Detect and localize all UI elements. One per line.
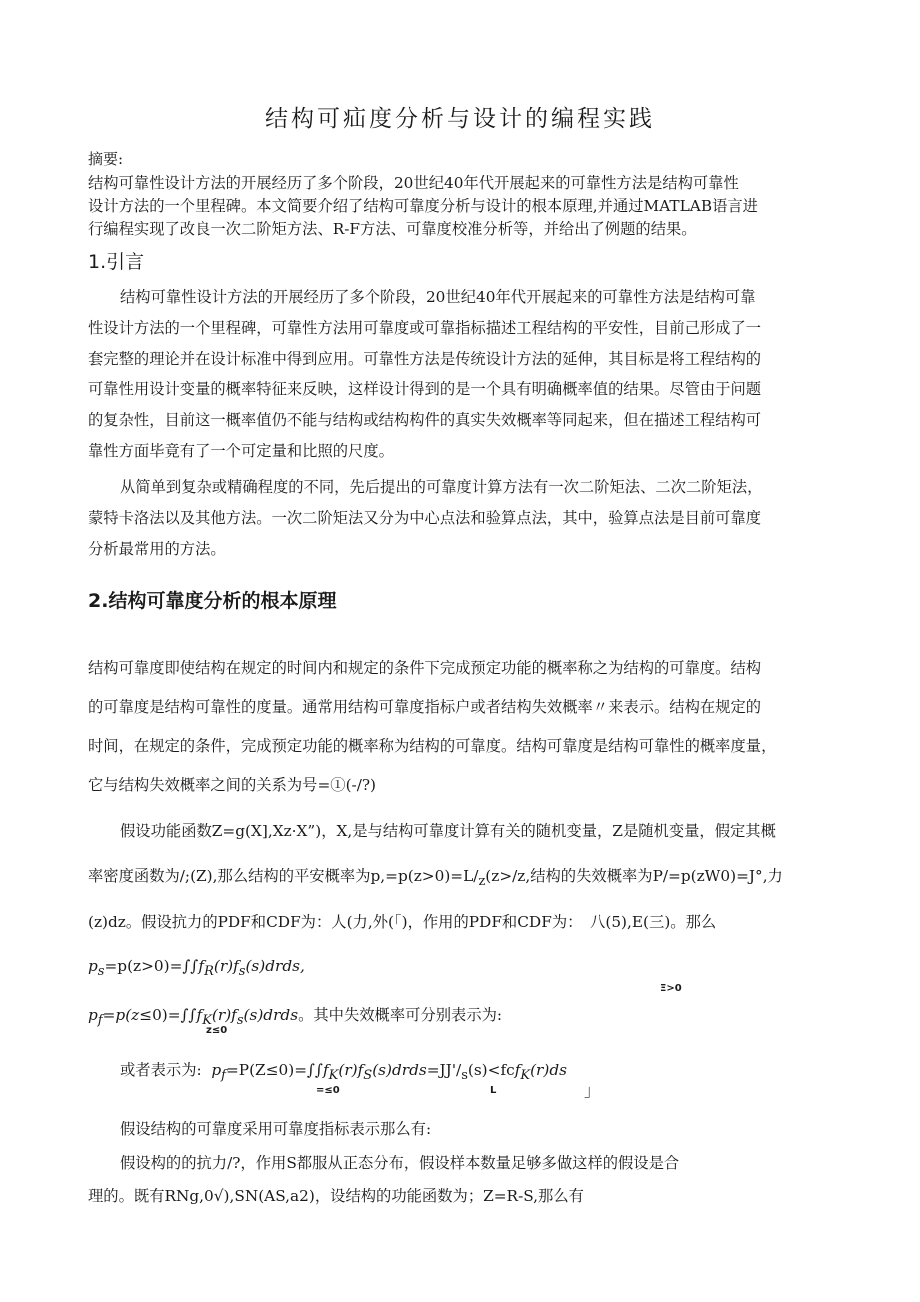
eq-text: 。其中失效概率可分别表示为:	[298, 1006, 503, 1024]
eq-sub: s	[97, 964, 105, 980]
section1-line: 套完整的理论并在设计标准中得到应用。可靠性方法是传统设计方法的延伸，其目标是将工程结构的	[88, 350, 762, 368]
eq-text: (s)drds	[243, 1006, 299, 1024]
section2-line-sub: z	[478, 874, 486, 890]
section2-line: 假设构的的抗力/?，作用S都服从正态分布，假设样本数量足够多做这样的假设是合	[120, 1154, 680, 1172]
eq-text: (r)	[213, 957, 234, 975]
document-title: 结构可疝度分析与设计的编程实践	[265, 106, 655, 132]
eq-sub: S	[363, 1068, 373, 1084]
section2-heading: 2.结构可靠度分析的根本原理	[88, 590, 337, 612]
eq-text: (r)	[211, 1006, 232, 1024]
equation-failure-alt	[120, 1058, 567, 1083]
eq-symbol: f	[231, 1006, 237, 1024]
eq-sub: f	[97, 1013, 103, 1029]
eq-sub: K	[328, 1068, 339, 1084]
section2-line-part: (z>/z,结构的失效概率为P/=p(zW0)=J°,力	[485, 867, 783, 885]
section1-line: 从简单到复杂或精确程度的不同，先后提出的可靠度计算方法有一次二阶矩法、二次二阶矩法，	[120, 478, 763, 496]
abstract-line: 结构可靠性设计方法的开展经历了多个阶段，20世纪40年代开展起来的可靠性方法是结构可靠性	[88, 174, 739, 192]
eq-sub: R	[204, 964, 214, 980]
eq2-condition: z≤0	[206, 1025, 228, 1036]
equation-failure	[88, 1003, 502, 1028]
eq-text: (s)drds,	[245, 957, 305, 975]
eq-text: (s)<fc	[467, 1061, 515, 1079]
section2-line-part: 率密度函数为/;(Z),那么结构的平安概率为p,=p(z>0)=L/	[88, 867, 479, 885]
eq-text: (r)	[338, 1061, 358, 1079]
eq-text: =JJ'/	[426, 1061, 462, 1079]
eq-text: (s)drds	[372, 1061, 427, 1079]
eq-symbol: p	[211, 1061, 222, 1079]
eq-symbol: f	[357, 1061, 364, 1079]
eq-text: 或者表示为:	[120, 1061, 202, 1079]
section1-line: 性设计方法的一个里程碑，可靠性方法用可靠度或可靠指标描述工程结构的平安性，目前己形成了一	[88, 319, 762, 337]
eq-sub: f	[221, 1068, 226, 1084]
eq3-bracket: 」	[584, 1081, 601, 1100]
section2-line: (z)dz。假设抗力的PDF和CDF为：人(力,外(「)，作用的PDF和CDF为： 八(5),E(三)。那么	[88, 913, 717, 931]
eq-sub: K	[202, 1013, 212, 1029]
abstract-label: 摘要:	[88, 150, 124, 168]
section1-heading: 1.引言	[88, 251, 145, 273]
eq-text: =p(z>0)=∫∫	[104, 957, 199, 975]
eq-symbol: f	[514, 1061, 521, 1079]
eq-symbol: p	[88, 1006, 98, 1024]
eq-text: =p(z	[102, 1006, 140, 1024]
section1-line: 可靠性用设计变量的概率特征来反映，这样设计得到的是一个具有明确概率值的结果。尽管由于问题	[88, 380, 762, 398]
eq-symbol: f	[198, 957, 205, 975]
section1-line: 结构可靠性设计方法的开展经历了多个阶段，20世纪40年代开展起来的可靠性方法是结构可靠	[120, 288, 756, 306]
eq-text: =P(Z≤0)=∫∫	[225, 1061, 323, 1079]
eq-symbol: f	[233, 957, 239, 975]
eq-symbol: p	[88, 957, 98, 975]
eq-sub: s	[236, 1013, 244, 1029]
section2-line	[88, 864, 783, 889]
eq-sub: s	[461, 1068, 468, 1084]
eq3-condition-limit: L	[490, 1085, 497, 1096]
section1-line: 分析最常用的方法。	[88, 540, 226, 558]
eq-symbol: f	[196, 1006, 203, 1024]
eq-sub: s	[238, 964, 246, 980]
abstract-line: 设计方法的一个里程碑。本文简要介绍了结构可靠度分析与设计的根本原理,并通过MATLAB语言进	[88, 197, 758, 215]
eq-text: (r)ds	[530, 1061, 567, 1079]
section2-line: 它与结构失效概率之间的关系为号=①(-/?)	[88, 776, 377, 794]
section2-line: 假设结构的可靠度采用可靠度指标表示那么有:	[120, 1120, 432, 1138]
section1-line: 靠性方面毕竟有了一个可定量和比照的尺度。	[88, 442, 394, 460]
eq1-condition: Ξ>0	[660, 983, 682, 994]
eq3-condition: =≤0	[316, 1085, 340, 1096]
section2-line: 时间，在规定的条件，完成预定功能的概率称为结构的可靠度。结构可靠度是结构可靠性的概率度量，	[88, 737, 777, 755]
equation-survival	[88, 957, 305, 979]
section2-line: 的可靠度是结构可靠性的度量。通常用结构可靠度指标户或者结构失效概率〃来表示。结构在规定的	[88, 698, 762, 716]
section1-line: 的复杂性，目前这一概率值仍不能与结构或结构构件的真实失效概率等同起来，但在描述工程结构可	[88, 411, 762, 429]
eq-symbol: f	[322, 1061, 329, 1079]
eq-sub: K	[520, 1068, 531, 1084]
section2-line: 理的。既有RNg,0√),SN(AS,a2)，设结构的功能函数为；Z=R-S,那么有	[88, 1187, 584, 1205]
abstract-line: 行编程实现了改良一次二阶矩方法、R-F方法、可靠度校准分析等，并给出了例题的结果。	[88, 220, 697, 238]
section1-line: 蒙特卡洛法以及其他方法。一次二阶矩法又分为中心点法和验算点法，其中，验算点法是目前可靠度	[88, 509, 762, 527]
section2-line: 结构可靠度即使结构在规定的时间内和规定的条件下完成预定功能的概率称之为结构的可靠度。结构	[88, 659, 762, 677]
eq-text: ≤0)=∫∫	[139, 1006, 197, 1024]
section2-line: 假设功能函数Z=g(X],Xz·X”)，X,是与结构可靠度计算有关的随机变量，Z是随机变量，假定其概	[120, 822, 776, 840]
